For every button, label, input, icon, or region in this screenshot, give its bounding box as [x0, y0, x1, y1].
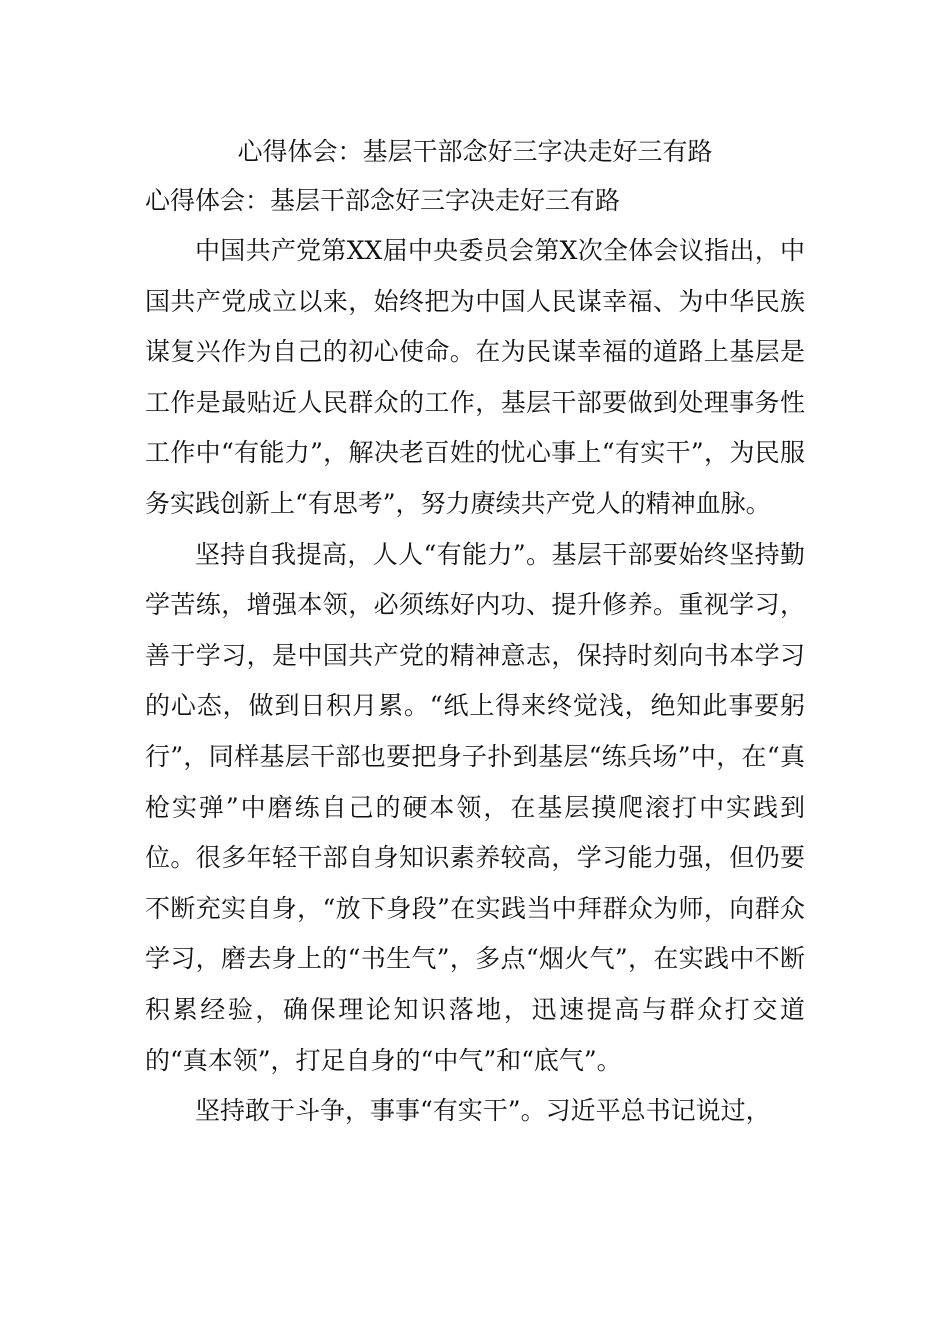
paragraph-action: 坚持敢于斗争，事事“有实干”。习近平总书记说过，	[195, 1096, 771, 1126]
paragraph-ability: 坚持自我提高，人人“有能力”。基层干部要始终坚持勤学苦练，增强本领，必须练好内功、提升修养。重视学习，善于学习，是中国共产党的精神意志，保持时刻向书本学习的心态，做到日积月累。“纸上得来终觉浅，绝知此事要躬行”，同样基层干部也要把身子扑到基层“练兵场”中，在“真枪实弹”中磨练自己的硬本领，在基层摸爬滚打中实践到位。很多年轻干部自身知识素养较高，学习能力强，但仍要不断充实自身，“放下身段”在实践当中拜群众为师，向群众学习，磨去身上的“书生气”，多点“烟火气”，在实践中不断积累经验，确保理论知识落地，迅速提高与群众打交道的“真本领”，打足自身的“中气”和“底气”。	[145, 539, 805, 1075]
document-body	[145, 226, 805, 1137]
document-subtitle: 心得体会：基层干部念好三字决走好三有路	[145, 186, 621, 215]
document-title: 心得体会：基层干部念好三字决走好三有路	[237, 137, 713, 166]
paragraph-intro: 中国共产党第XX届中央委员会第X次全体会议指出，中国共产党成立以来，始终把为中国人民谋幸福、为中华民族谋复兴作为自己的初心使命。在为民谋幸福的道路上基层是工作是最贴近人民群众的工作，基层干部要做到处理事务性工作中“有能力”，解决老百姓的忧心事上“有实干”，为民服务实践创新上“有思考”，努力赓续共产党人的精神血脉。	[145, 236, 805, 518]
